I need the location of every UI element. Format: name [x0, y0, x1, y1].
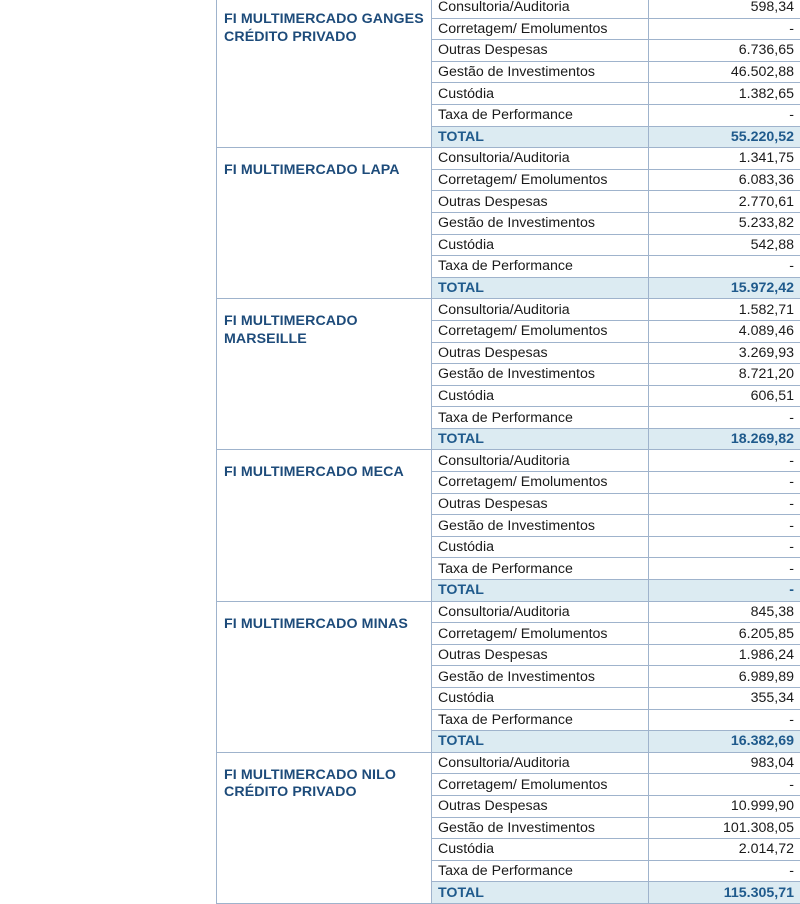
expense-category: Custódia	[432, 839, 649, 861]
expense-value: -	[649, 536, 800, 558]
expense-value: 542,88	[649, 234, 800, 256]
fund-name: FI MULTIMERCADO MINAS	[217, 601, 432, 752]
total-value: 18.269,82	[649, 428, 800, 450]
expense-category: Corretagem/ Emolumentos	[432, 623, 649, 645]
expense-category: Taxa de Performance	[432, 558, 649, 580]
expense-category: Gestão de Investimentos	[432, 666, 649, 688]
total-value: 115.305,71	[649, 882, 800, 904]
fund-name: FI MULTIMERCADO LAPA	[217, 148, 432, 299]
total-label: TOTAL	[432, 882, 649, 904]
table-row	[217, 0, 800, 18]
expense-category: Custódia	[432, 536, 649, 558]
expense-category: Gestão de Investimentos	[432, 515, 649, 537]
expense-value: -	[649, 407, 800, 429]
expense-category: Corretagem/ Emolumentos	[432, 18, 649, 40]
total-value: 16.382,69	[649, 731, 800, 753]
expense-category: Gestão de Investimentos	[432, 61, 649, 83]
expense-value: 5.233,82	[649, 212, 800, 234]
expense-category: Gestão de Investimentos	[432, 212, 649, 234]
total-value: 55.220,52	[649, 126, 800, 148]
expense-category: Consultoria/Auditoria	[432, 299, 649, 321]
table-row	[217, 148, 800, 170]
expense-category: Outras Despesas	[432, 795, 649, 817]
expense-value: 1.341,75	[649, 148, 800, 170]
total-label: TOTAL	[432, 126, 649, 148]
expense-category: Corretagem/ Emolumentos	[432, 320, 649, 342]
expense-value: -	[649, 558, 800, 580]
expense-value: -	[649, 450, 800, 472]
expense-category: Outras Despesas	[432, 644, 649, 666]
fund-name: FI MULTIMERCADO MECA	[217, 450, 432, 601]
expense-value: -	[649, 774, 800, 796]
total-label: TOTAL	[432, 580, 649, 602]
total-value: 15.972,42	[649, 277, 800, 299]
expense-value: 1.382,65	[649, 83, 800, 105]
expense-value: 6.083,36	[649, 169, 800, 191]
expense-value: 10.999,90	[649, 795, 800, 817]
expense-category: Corretagem/ Emolumentos	[432, 472, 649, 494]
expense-category: Consultoria/Auditoria	[432, 450, 649, 472]
expense-value: -	[649, 709, 800, 731]
expense-value: 3.269,93	[649, 342, 800, 364]
expense-value: 598,34	[649, 0, 800, 18]
total-label: TOTAL	[432, 428, 649, 450]
expense-category: Corretagem/ Emolumentos	[432, 774, 649, 796]
expense-value: 355,34	[649, 688, 800, 710]
expense-value: -	[649, 493, 800, 515]
expense-category: Consultoria/Auditoria	[432, 601, 649, 623]
expense-category: Taxa de Performance	[432, 407, 649, 429]
expense-value: 46.502,88	[649, 61, 800, 83]
expense-category: Taxa de Performance	[432, 860, 649, 882]
expense-value: 4.089,46	[649, 320, 800, 342]
fund-name: FI MULTIMERCADO GANGES CRÉDITO PRIVADO	[217, 0, 432, 148]
expense-value: 8.721,20	[649, 364, 800, 386]
expense-value: 983,04	[649, 752, 800, 774]
expense-category: Consultoria/Auditoria	[432, 148, 649, 170]
expense-category: Outras Despesas	[432, 191, 649, 213]
expense-category: Outras Despesas	[432, 40, 649, 62]
expense-value: 2.014,72	[649, 839, 800, 861]
expense-category: Custódia	[432, 83, 649, 105]
expense-category: Outras Despesas	[432, 493, 649, 515]
fund-name: FI MULTIMERCADO MARSEILLE	[217, 299, 432, 450]
fund-name: FI MULTIMERCADO NILO CRÉDITO PRIVADO	[217, 752, 432, 903]
expense-category: Gestão de Investimentos	[432, 817, 649, 839]
expense-value: -	[649, 515, 800, 537]
expense-value: 1.986,24	[649, 644, 800, 666]
table-row	[217, 450, 800, 472]
expense-category: Custódia	[432, 385, 649, 407]
total-label: TOTAL	[432, 277, 649, 299]
expense-value: 2.770,61	[649, 191, 800, 213]
expense-category: Custódia	[432, 688, 649, 710]
expense-value: 606,51	[649, 385, 800, 407]
expense-category: Taxa de Performance	[432, 104, 649, 126]
expense-category: Taxa de Performance	[432, 256, 649, 278]
expense-value: -	[649, 256, 800, 278]
expense-value: 6.989,89	[649, 666, 800, 688]
expense-value: -	[649, 18, 800, 40]
expense-category: Corretagem/ Emolumentos	[432, 169, 649, 191]
expense-category: Gestão de Investimentos	[432, 364, 649, 386]
expense-category: Consultoria/Auditoria	[432, 752, 649, 774]
expense-category: Consultoria/Auditoria	[432, 0, 649, 18]
table-row	[217, 601, 800, 623]
expense-value: -	[649, 860, 800, 882]
table-row	[217, 752, 800, 774]
expense-value: 101.308,05	[649, 817, 800, 839]
expense-value: 6.205,85	[649, 623, 800, 645]
total-label: TOTAL	[432, 731, 649, 753]
expense-value: -	[649, 104, 800, 126]
expense-value: -	[649, 472, 800, 494]
expense-category: Taxa de Performance	[432, 709, 649, 731]
fund-expenses-table	[216, 0, 800, 904]
expense-value: 845,38	[649, 601, 800, 623]
expense-value: 1.582,71	[649, 299, 800, 321]
total-value: -	[649, 580, 800, 602]
expense-value: 6.736,65	[649, 40, 800, 62]
expense-category: Custódia	[432, 234, 649, 256]
table-row	[217, 299, 800, 321]
expense-category: Outras Despesas	[432, 342, 649, 364]
